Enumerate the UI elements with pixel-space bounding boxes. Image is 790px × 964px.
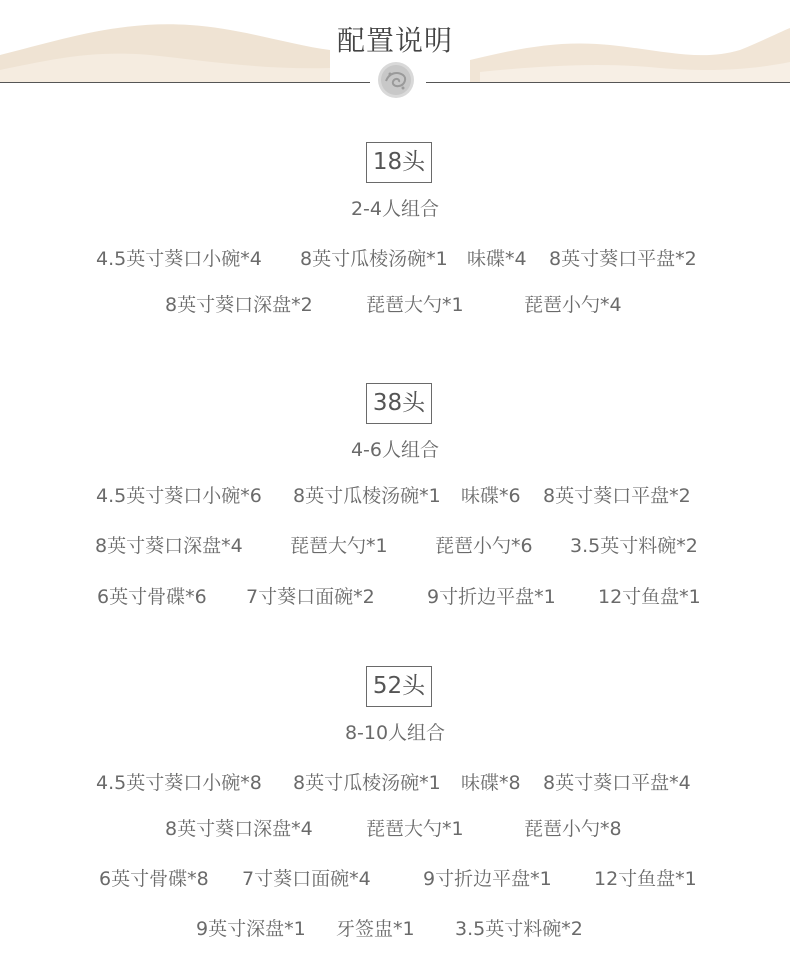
page-title: 配置说明 — [336, 24, 453, 57]
item: 味碟*8 — [461, 772, 521, 794]
item: 牙签盅*1 — [336, 918, 415, 940]
item: 味碟*6 — [461, 485, 521, 507]
set-group-label: 4-6人组合 — [350, 439, 440, 461]
item: 8英寸瓜棱汤碗*1 — [300, 248, 448, 270]
item: 6英寸骨碟*8 — [99, 868, 209, 890]
item: 7寸葵口面碗*4 — [242, 868, 371, 890]
items-row — [0, 768, 790, 798]
items-row — [0, 864, 790, 894]
dragon-seal-icon — [377, 61, 415, 99]
item: 8英寸葵口平盘*2 — [549, 248, 697, 270]
item: 12寸鱼盘*1 — [594, 868, 697, 890]
items-row — [0, 481, 790, 511]
item: 12寸鱼盘*1 — [598, 586, 701, 608]
item: 琵琶小勺*8 — [524, 818, 622, 840]
item: 9寸折边平盘*1 — [423, 868, 552, 890]
title-divider-right — [426, 82, 790, 83]
items-row — [0, 531, 790, 561]
items-row — [0, 244, 790, 274]
item: 琵琶大勺*1 — [366, 818, 464, 840]
items-row — [0, 290, 790, 320]
set-group-label: 2-4人组合 — [350, 198, 440, 220]
item: 8英寸葵口深盘*4 — [95, 535, 243, 557]
item: 琵琶大勺*1 — [290, 535, 388, 557]
item: 琵琶小勺*4 — [524, 294, 622, 316]
item: 9寸折边平盘*1 — [427, 586, 556, 608]
item: 4.5英寸葵口小碗*8 — [96, 772, 262, 794]
set-heads-label: 38头 — [366, 383, 432, 424]
title-divider-left — [0, 82, 370, 83]
item: 8英寸瓜棱汤碗*1 — [293, 772, 441, 794]
item: 7寸葵口面碗*2 — [246, 586, 375, 608]
item: 味碟*4 — [467, 248, 527, 270]
items-row — [0, 814, 790, 844]
item: 琵琶小勺*6 — [435, 535, 533, 557]
item: 8英寸瓜棱汤碗*1 — [293, 485, 441, 507]
items-row — [0, 914, 790, 944]
item: 8英寸葵口平盘*4 — [543, 772, 691, 794]
item: 8英寸葵口深盘*2 — [165, 294, 313, 316]
item: 8英寸葵口深盘*4 — [165, 818, 313, 840]
set-heads-label: 18头 — [366, 142, 432, 183]
item: 3.5英寸料碗*2 — [570, 535, 698, 557]
item: 9英寸深盘*1 — [196, 918, 306, 940]
item: 琵琶大勺*1 — [366, 294, 464, 316]
item: 8英寸葵口平盘*2 — [543, 485, 691, 507]
items-row — [0, 582, 790, 612]
item: 4.5英寸葵口小碗*4 — [96, 248, 262, 270]
item: 4.5英寸葵口小碗*6 — [96, 485, 262, 507]
set-group-label: 8-10人组合 — [344, 722, 446, 744]
set-heads-label: 52头 — [366, 666, 432, 707]
item: 3.5英寸料碗*2 — [455, 918, 583, 940]
item: 6英寸骨碟*6 — [97, 586, 207, 608]
